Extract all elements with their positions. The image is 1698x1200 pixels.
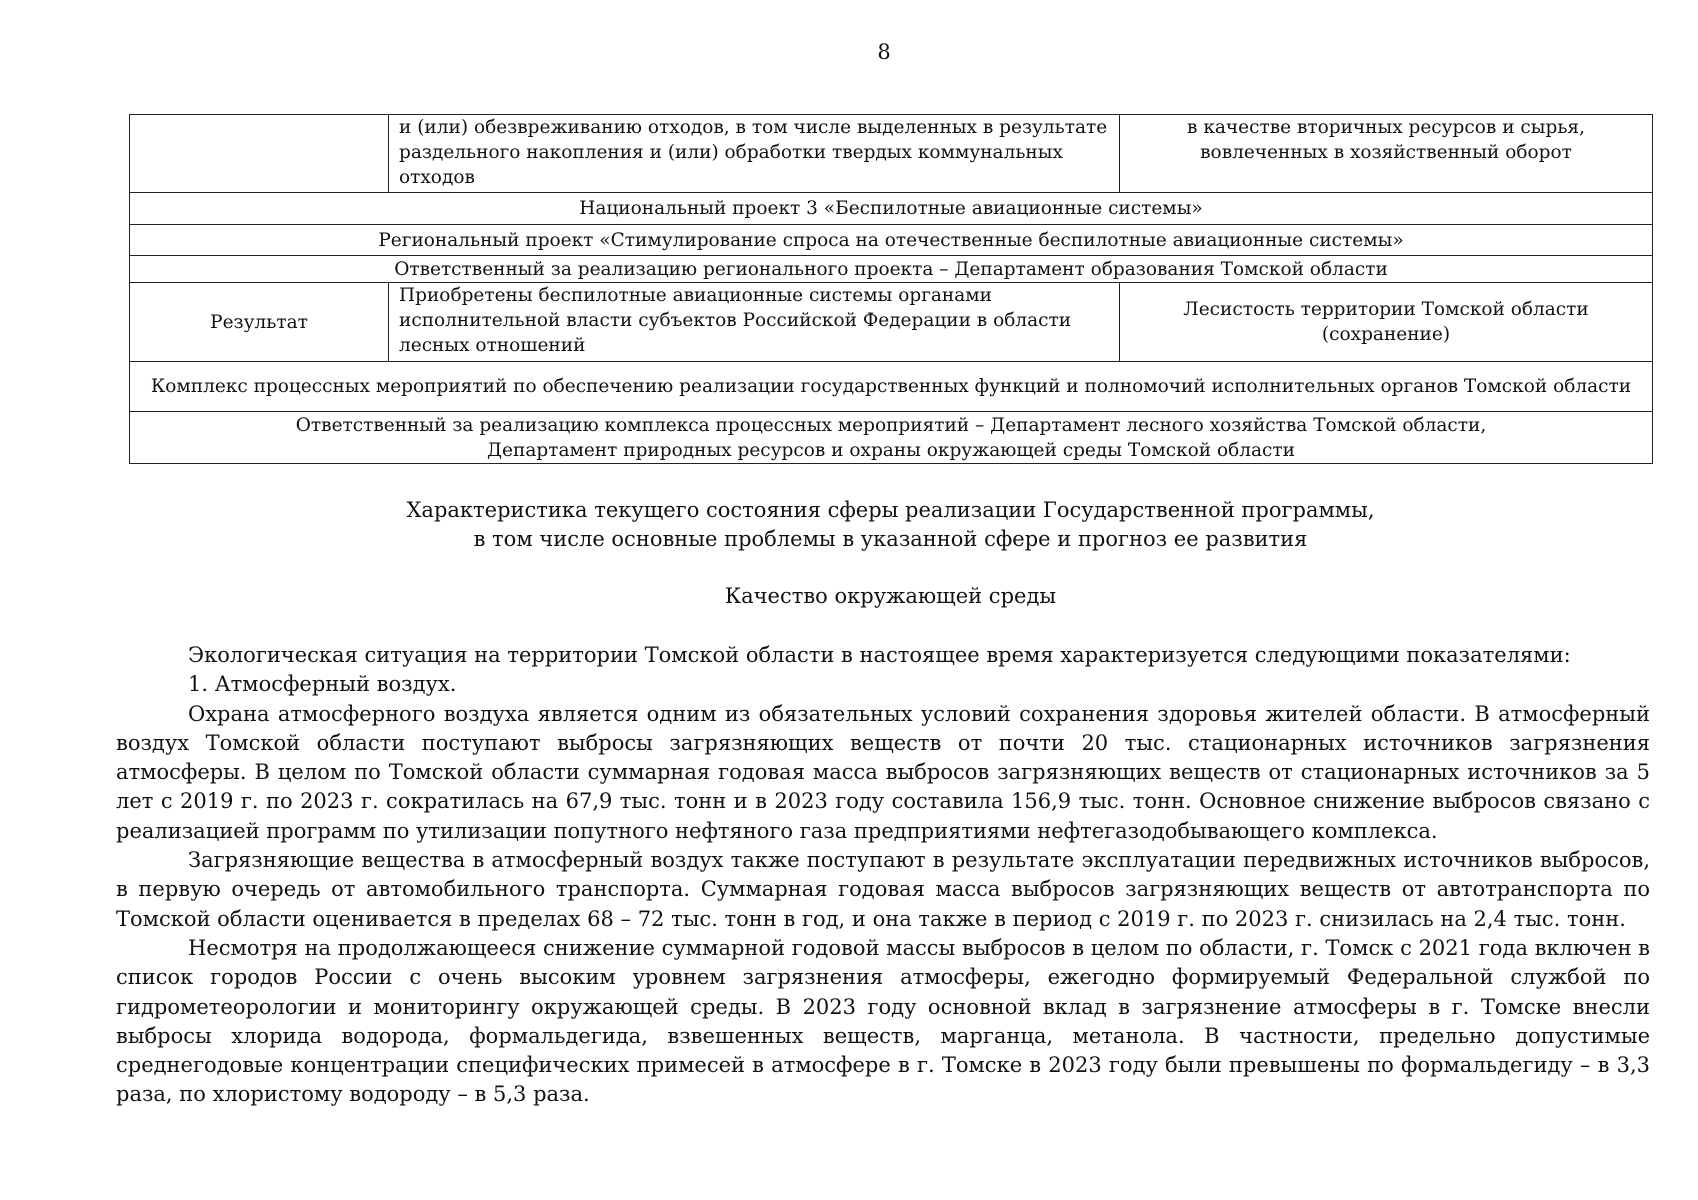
paragraph: Экологическая ситуация на территории Томской области в настоящее время характеризуется следующими показателями:: [188, 643, 1571, 667]
table-row: [130, 283, 1653, 362]
body-text: [116, 641, 1650, 1110]
table-cell-empty: [130, 115, 389, 193]
paragraph: 1. Атмосферный воздух.: [188, 672, 457, 697]
paragraph: Охрана атмосферного воздуха является одним из обязательных условий сохранения здоровья жителей области. В атмосферный воздух Томской области поступают выбросы загрязняющих веществ от почти 20 тыс. стационарных источников загрязнения атмосферы. В целом по Томской области суммарная годовая масса выбросов загрязняющих веществ от стационарных источников за 5 лет с 2019 г. по 2023 г. сократилась на 67,9 тыс. тонн и в 2023 году составила 156,9 тыс. тонн. Основное снижение выбросов связано с реализацией программ по утилизации попутного нефтяного газа предприятиями нефтегазодобывающего комплекса.: [116, 701, 1650, 843]
regional-responsible-row: Ответственный за реализацию регионального проекта – Департамент образования Томской области: [130, 256, 1653, 283]
table-row: [130, 362, 1653, 412]
national-project-row: Национальный проект 3 «Беспилотные авиационные системы»: [130, 193, 1653, 225]
paragraph: Несмотря на продолжающееся снижение суммарной годовой массы выбросов в целом по области, г. Томск с 2021 года включен в список городов России с очень высоким уровнем загрязнения атмосферы, ежегодно формируемый Федеральной службой по гидрометеорологии и мониторингу окружающей среды. В 2023 году основной вклад в загрязнение атмосферы в г. Томске внесли выбросы хлорида водорода, формальдегида, взвешенных веществ, марганца, метанола. В частности, предельно допустимые среднегодовые концентрации специфических примесей в атмосфере в г. Томске в 2023 году были превышены по формальдегиду – в 3,3 раза, по хлористому водороду – в 5,3 раза.: [116, 935, 1650, 1107]
complex-responsible-line-1: Ответственный за реализацию комплекса процессных мероприятий – Департамент лесного хозяйства Томской области,: [295, 414, 1487, 436]
complex-responsible-line-2: Департамент природных ресурсов и охраны окружающей среды Томской области: [487, 439, 1295, 461]
table-cell-waste-description: и (или) обезвреживанию отходов, в том числе выделенных в результате раздельного накопления и (или) обработки твердых коммунальных отходов: [389, 115, 1120, 193]
section-heading-line-2: в том числе основные проблемы в указанной сфере и прогноз ее развития: [473, 527, 1308, 551]
process-complex-row: Комплекс процессных мероприятий по обеспечению реализации государственных функций и полномочий исполнительных органов Томской области: [130, 362, 1653, 412]
section-heading: [129, 496, 1652, 554]
sub-heading: Качество окружающей среды: [724, 584, 1057, 608]
section-heading-line-1: Характеристика текущего состояния сферы реализации Государственной программы,: [406, 498, 1375, 522]
table-row: [130, 115, 1653, 193]
table-row: [130, 412, 1653, 464]
table-cell-secondary-resources: в качестве вторичных ресурсов и сырья, вовлеченных в хозяйственный оборот: [1120, 115, 1653, 193]
result-description-cell: Приобретены беспилотные авиационные системы органами исполнительной власти субъектов Российской Федерации в области лесных отношений: [389, 283, 1120, 362]
table-row: [130, 193, 1653, 225]
table-row: [130, 225, 1653, 256]
regional-project-row: Региональный проект «Стимулирование спроса на отечественные беспилотные авиационные системы»: [130, 225, 1653, 256]
table-row: [130, 256, 1653, 283]
program-structure-table: [129, 114, 1653, 464]
complex-responsible-row: [130, 412, 1653, 464]
paragraph: Загрязняющие вещества в атмосферный воздух также поступают в результате эксплуатации передвижных источников выбросов, в первую очередь от автомобильного транспорта. Суммарная годовая масса выбросов загрязняющих веществ от автотранспорта по Томской области оценивается в пределах 68 – 72 тыс. тонн в год, и она также в период с 2019 г. по 2023 г. снизилась на 2,4 тыс. тонн.: [116, 848, 1650, 931]
result-indicator-cell: Лесистость территории Томской области (сохранение): [1120, 283, 1653, 362]
page-number: 8: [877, 40, 891, 64]
result-label-cell: Результат: [130, 283, 389, 362]
